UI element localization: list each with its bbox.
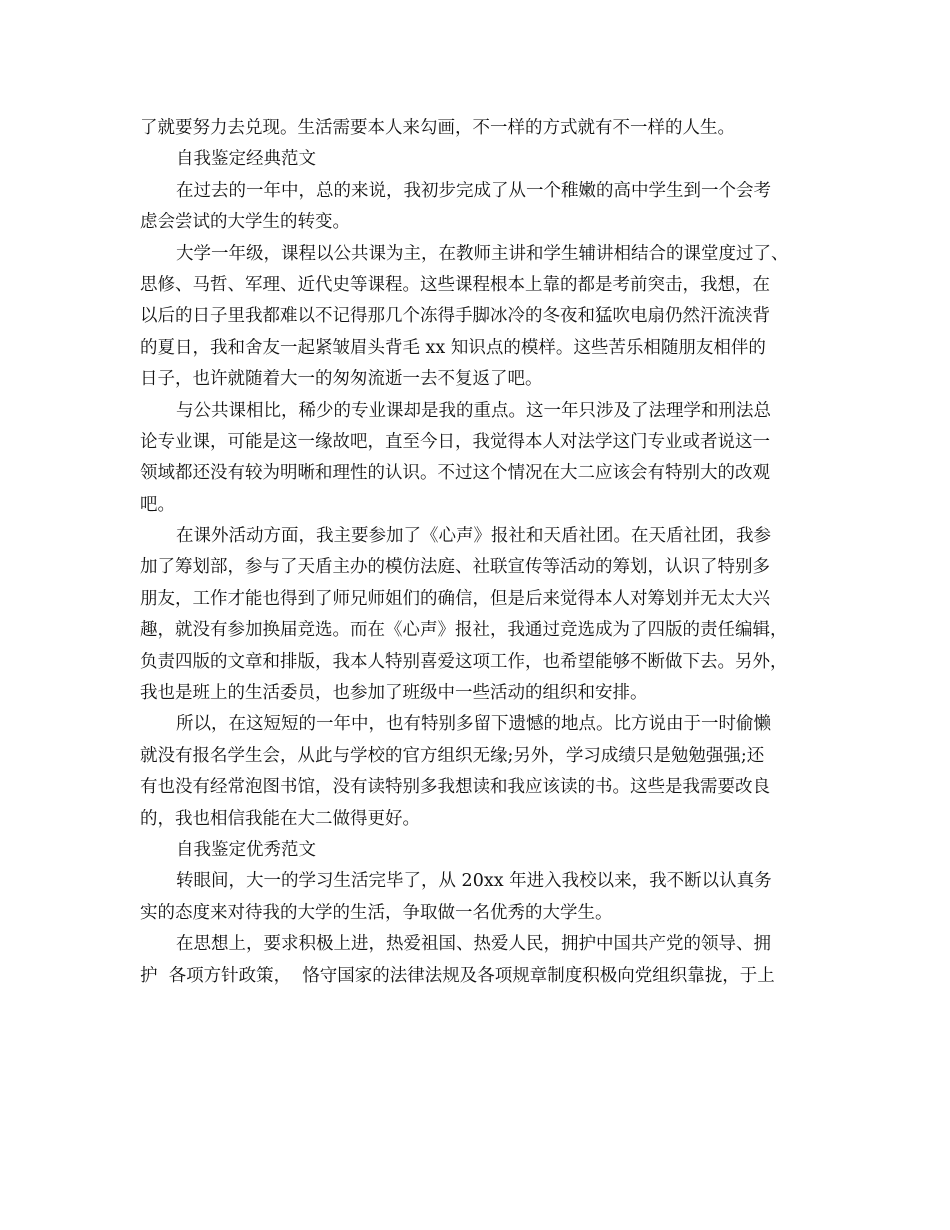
paragraph-line: 有也没有经常泡图书馆，没有读特别多我想读和我应该读的书。这些是我需要改良: [140, 777, 770, 798]
paragraph-line: 了就要努力去兑现。生活需要本人来勾画，不一样的方式就有不一样的人生。: [140, 118, 735, 138]
paragraph-line: 朋友，工作才能也得到了师兄师姐们的确信，但是后来觉得本人对筹划并无太大兴: [140, 588, 770, 609]
paragraph-line: 加了筹划部，参与了天盾主办的模仿法庭、社联宣传等活动的筹划，认识了特别多: [140, 557, 770, 578]
paragraph-line: 大学一年级，课程以公共课为主，在教师主讲和学生辅讲相结合的课堂度过了、: [176, 243, 789, 264]
paragraph-line: 在过去的一年中，总的来说，我初步完成了从一个稚嫩的高中学生到一个会考: [176, 180, 771, 201]
section-heading: 自我鉴定经典范文: [176, 149, 316, 170]
paragraph-line: 我也是班上的生活委员，也参加了班级中一些活动的组织和安排。: [140, 683, 648, 704]
paragraph-line: 护 各项方针政策， 恪守国家的法律法规及各项规章制度积极向党组织靠拢，于上: [140, 965, 775, 986]
paragraph-line: 以后的日子里我都难以不记得那几个冻得手脚冰冷的冬夜和猛吹电扇仍然汗流浃背: [140, 306, 770, 327]
paragraph-line: 所以，在这短短的一年中，也有特别多留下遗憾的地点。比方说由于一时偷懒: [176, 714, 771, 735]
paragraph-line: 思修、马哲、军理、近代史等课程。这些课程根本上靠的都是考前突击，我想，在: [140, 274, 770, 295]
paragraph-line: 论专业课，可能是这一缘故吧，直至今日，我觉得本人对法学这门专业或者说这一: [140, 431, 770, 452]
paragraph-line: 与公共课相比，稀少的专业课却是我的重点。这一年只涉及了法理学和刑法总: [176, 400, 771, 421]
paragraph-line: 就没有报名学生会，从此与学校的官方组织无缘;另外，学习成绩只是勉勉强强;还: [140, 745, 765, 766]
paragraph-line: 日子，也许就随着大一的匆匆流逝一去不复返了吧。: [140, 369, 543, 390]
paragraph-line: 领域都还没有较为明晰和理性的认识。不过这个情况在大二应该会有特别大的改观: [140, 463, 770, 484]
section-heading: 自我鉴定优秀范文: [176, 839, 316, 860]
paragraph-line: 转眼间，大一的学习生活完毕了，从 20xx 年进入我校以来，我不断以认真务: [176, 871, 772, 892]
paragraph-line: 负责四版的文章和排版，我本人特别喜爱这项工作，也希望能够不断做下去。另外，: [140, 651, 788, 672]
paragraph-line: 的夏日，我和舍友一起紧皱眉头背毛 xx 知识点的模样。这些苦乐相随朋友相伴的: [140, 337, 766, 358]
paragraph-line: 在思想上，要求积极上进，热爱祖国、热爱人民，拥护中国共产党的领导、拥: [176, 934, 771, 955]
paragraph-line: 虑会尝试的大学生的转变。: [140, 212, 350, 233]
paragraph-line: 趣，就没有参加换届竞选。而在《心声》报社，我通过竞选成为了四版的责任编辑，: [140, 620, 788, 641]
paragraph-line: 的，我也相信我能在大二做得更好。: [140, 808, 420, 829]
paragraph-line: 吧。: [140, 494, 175, 515]
paragraph-line: 实的态度来对待我的大学的生活，争取做一名优秀的大学生。: [140, 902, 613, 923]
paragraph-line: 在课外活动方面，我主要参加了《心声》报社和天盾社团。在天盾社团，我参: [176, 526, 771, 547]
document-body: [140, 113, 830, 992]
